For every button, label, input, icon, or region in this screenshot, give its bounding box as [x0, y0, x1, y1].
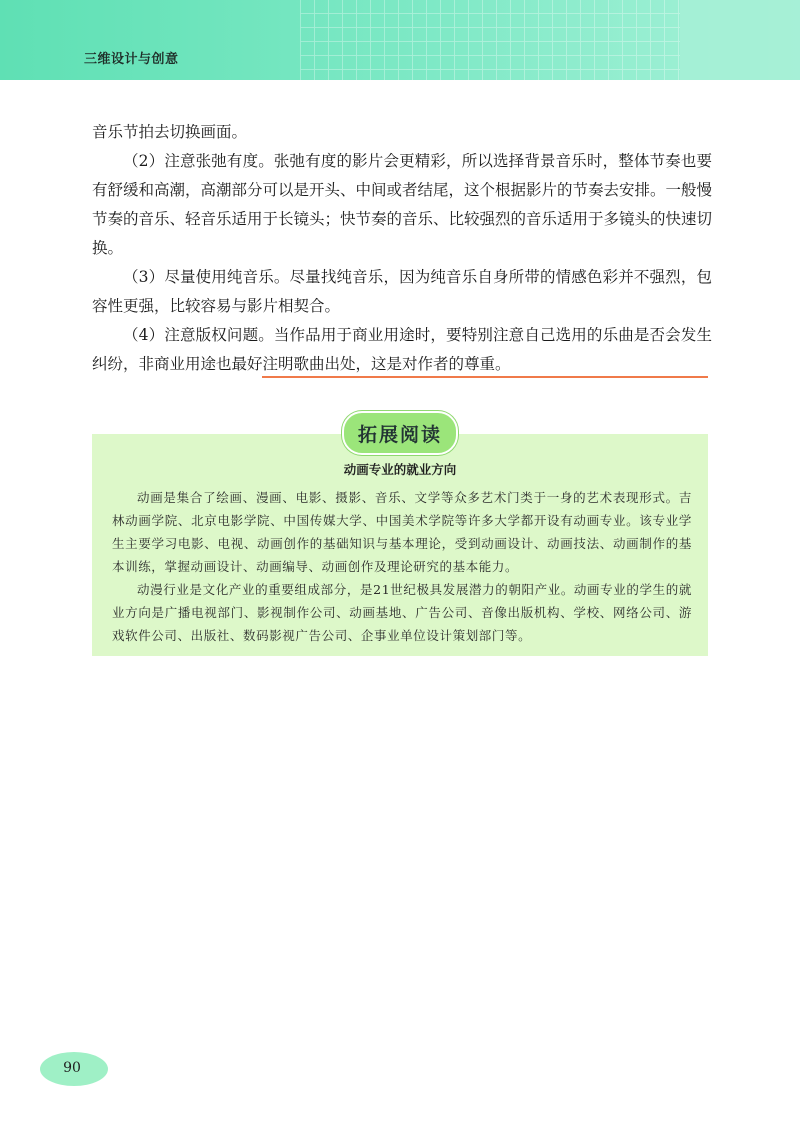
paragraph-4: （4）注意版权问题。当作品用于商业用途时，要特别注意自己选用的乐曲是否会发生纠纷，非商业用途也最好注明歌曲出处，这是对作者的尊重。 [92, 326, 712, 373]
header-grid-pattern [300, 0, 680, 80]
main-text [92, 118, 712, 379]
header-band [0, 0, 800, 80]
page-number: 90 [63, 1060, 81, 1076]
section-divider [262, 376, 708, 378]
extended-reading-title: 动画专业的就业方向 [343, 462, 457, 477]
header-right-panel [680, 0, 800, 80]
reading-paragraph-1: 动画是集合了绘画、漫画、电影、摄影、音乐、文学等众多艺术门类于一身的艺术表现形式。吉林动画学院、北京电影学院、中国传媒大学、中国美术学院等许多大学都开设有动画专业。该专业学生主要学习电影、电视、动画创作的基础知识与基本理论，受到动画设计、动画技法、动画制作的基本训练，掌握动画设计、动画编导、动画创作及理论研究的基本能力。 [112, 490, 692, 574]
extended-reading-text [112, 486, 692, 647]
book-title: 三维设计与创意 [84, 52, 179, 67]
paragraph-3: （3）尽量使用纯音乐。尽量找纯音乐，因为纯音乐自身所带的情感色彩并不强烈，包容性更强，比较容易与影片相契合。 [92, 268, 712, 315]
reading-paragraph-2: 动漫行业是文化产业的重要组成部分，是21世纪极具发展潜力的朝阳产业。动画专业的学生的就业方向是广播电视部门、影视制作公司、动画基地、广告公司、音像出版机构、学校、网络公司、游戏软件公司、出版社、数码影视广告公司、企事业单位设计策划部门等。 [112, 582, 692, 643]
extended-reading-tag: 拓展阅读 [342, 411, 458, 455]
paragraph-1: 音乐节拍去切换画面。 [92, 123, 248, 141]
paragraph-2: （2）注意张弛有度。张弛有度的影片会更精彩，所以选择背景音乐时，整体节奏也要有舒缓和高潮，高潮部分可以是开头、中间或者结尾，这个根据影片的节奏去安排。一般慢节奏的音乐、轻音乐适用于长镜头；快节奏的音乐、比较强烈的音乐适用于多镜头的快速切换。 [92, 152, 713, 257]
